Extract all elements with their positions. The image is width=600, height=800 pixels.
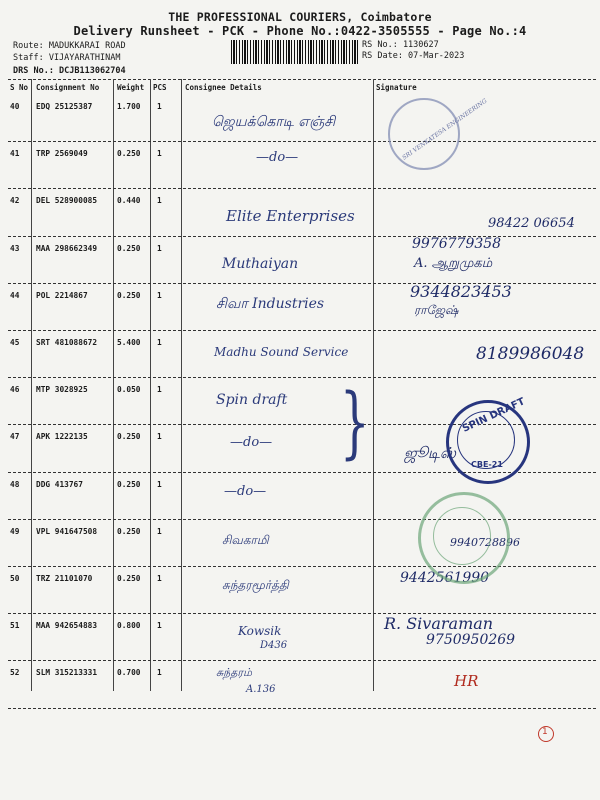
handwritten-consignee: சிவா Industries [216,296,325,312]
col-divider [373,79,374,691]
spin-draft-stamp-name: SPIN DRAFT [460,396,527,435]
row-consignment: SLM 315213331 [36,668,98,677]
col-pcs: PCS [153,83,167,92]
handwritten-consignee: Madhu Sound Service [214,345,349,359]
row-weight: 0.250 [117,244,141,253]
col-consignment: Consignment No [36,83,100,92]
handwritten-consignee: ஜெயக்கொடி எஞ்சி [212,114,336,130]
row-weight: 1.700 [117,102,141,111]
route-label: Route: MADUKKARAI ROAD [13,41,126,51]
spin-draft-stamp-code: CBE-21 [471,460,503,469]
row-weight: 0.700 [117,668,141,677]
rs-date: RS Date: 07-Mar-2023 [362,51,465,61]
handwritten-signature: 9442561990 [400,570,490,586]
row-sno: 40 [10,102,20,111]
row-weight: 0.250 [117,480,141,489]
document-title: THE PROFESSIONAL COURIERS, Coimbatore [168,10,432,24]
row-sno: 45 [10,338,20,347]
engineering-stamp [388,98,460,170]
row-sno: 51 [10,621,20,630]
row-pcs: 1 [157,338,162,347]
row-divider [8,330,596,331]
handwritten-signature: 98422 06654 [488,216,575,231]
handwritten-consignee: சிவகாமி [222,533,269,547]
row-consignment: DEL 528900085 [36,196,98,205]
row-divider [8,236,596,237]
engineering-stamp-text: SRI VENKATESA ENGINEERING [401,97,489,162]
handwritten-signature: 9750950269 [426,632,516,648]
row-consignment: MAA 298662349 [36,244,98,253]
col-consignee: Consignee Details [185,83,262,92]
row-pcs: 1 [157,385,162,394]
page-mark: 1 [538,726,554,742]
row-consignment: MTP 3028925 [36,385,88,394]
row-weight: 0.250 [117,527,141,536]
row-divider [8,141,596,142]
col-divider [31,79,32,691]
row-sno: 49 [10,527,20,536]
handwritten-brace: } [339,378,370,468]
row-divider [8,519,596,520]
row-pcs: 1 [157,102,162,111]
col-sno: S No [10,83,29,92]
row-pcs: 1 [157,480,162,489]
handwritten-signature: A. ஆறுமுகம் [414,256,493,271]
handwritten-signature: 9344823453 [410,282,512,301]
col-weight: Weight [117,83,145,92]
handwritten-signature: 8189986048 [476,344,585,364]
row-consignment: TRZ 21101070 [36,574,93,583]
row-divider [8,377,596,378]
row-weight: 0.250 [117,574,141,583]
row-divider [8,613,596,614]
col-divider [113,79,114,691]
row-pcs: 1 [157,668,162,677]
row-sno: 42 [10,196,20,205]
header-divider [8,79,596,80]
row-sno: 48 [10,480,20,489]
row-weight: 0.440 [117,196,141,205]
row-divider [8,660,596,661]
handwritten-signature: HR [454,672,479,690]
row-weight: 0.050 [117,385,141,394]
row-consignment: DDG 413767 [36,480,83,489]
handwritten-consignee: —do— [230,435,273,450]
row-pcs: 1 [157,291,162,300]
row-weight: 5.400 [117,338,141,347]
row-sno: 50 [10,574,20,583]
document-subtitle: Delivery Runsheet - PCK - Phone No.:0422-3505555 - Page No.:4 [73,24,527,38]
row-weight: 0.800 [117,621,141,630]
row-consignment: SRT 481088672 [36,338,98,347]
col-divider [150,79,151,691]
row-pcs: 1 [157,196,162,205]
row-divider [8,708,596,709]
handwritten-consignee: Muthaiyan [222,256,299,272]
barcode [231,40,358,64]
handwritten-consignee: சுந்தரமூர்த்தி [222,578,289,592]
handwritten-consignee: சுந்தரம் [216,666,252,679]
row-consignment: POL 2214867 [36,291,88,300]
rs-number: RS No.: 1130627 [362,40,439,50]
row-pcs: 1 [157,527,162,536]
col-divider [181,79,182,691]
row-consignment: APK 1222135 [36,432,88,441]
handwritten-consignee: Elite Enterprises [226,207,355,225]
row-sno: 43 [10,244,20,253]
handwritten-signature: 9976779358 [412,236,502,252]
handwritten-consignee: —do— [256,150,299,165]
drs-number: DRS No.: DCJB113062704 [13,66,126,76]
staff-label: Staff: VIJAYARATHINAM [13,53,121,63]
row-sno: 44 [10,291,20,300]
row-pcs: 1 [157,432,162,441]
handwritten-signature: R. Sivaraman [384,614,494,633]
row-pcs: 1 [157,244,162,253]
row-pcs: 1 [157,149,162,158]
row-consignment: TRP 2569049 [36,149,88,158]
row-pcs: 1 [157,621,162,630]
handwritten-consignee: Spin draft [216,392,288,408]
row-weight: 0.250 [117,149,141,158]
row-sno: 46 [10,385,20,394]
handwritten-consignee: Kowsik [238,624,282,638]
row-consignment: EDQ 25125387 [36,102,93,111]
handwritten-signature: 9940728896 [450,536,520,549]
handwritten-signature: ஜூடிஸ் [404,444,456,462]
row-weight: 0.250 [117,432,141,441]
row-sno: 52 [10,668,20,677]
row-consignment: VPL 941647508 [36,527,98,536]
green-stamp [418,492,510,584]
col-signature: Signature [376,83,417,92]
row-divider [8,188,596,189]
handwritten-signature: ராஜேஷ் [414,303,459,317]
handwritten-consignee: A.136 [246,684,276,695]
row-sno: 41 [10,149,20,158]
row-pcs: 1 [157,574,162,583]
handwritten-consignee: —do— [224,484,267,499]
row-divider [8,566,596,567]
handwritten-consignee: D436 [260,640,288,651]
row-weight: 0.250 [117,291,141,300]
row-consignment: MAA 942654883 [36,621,98,630]
row-sno: 47 [10,432,20,441]
